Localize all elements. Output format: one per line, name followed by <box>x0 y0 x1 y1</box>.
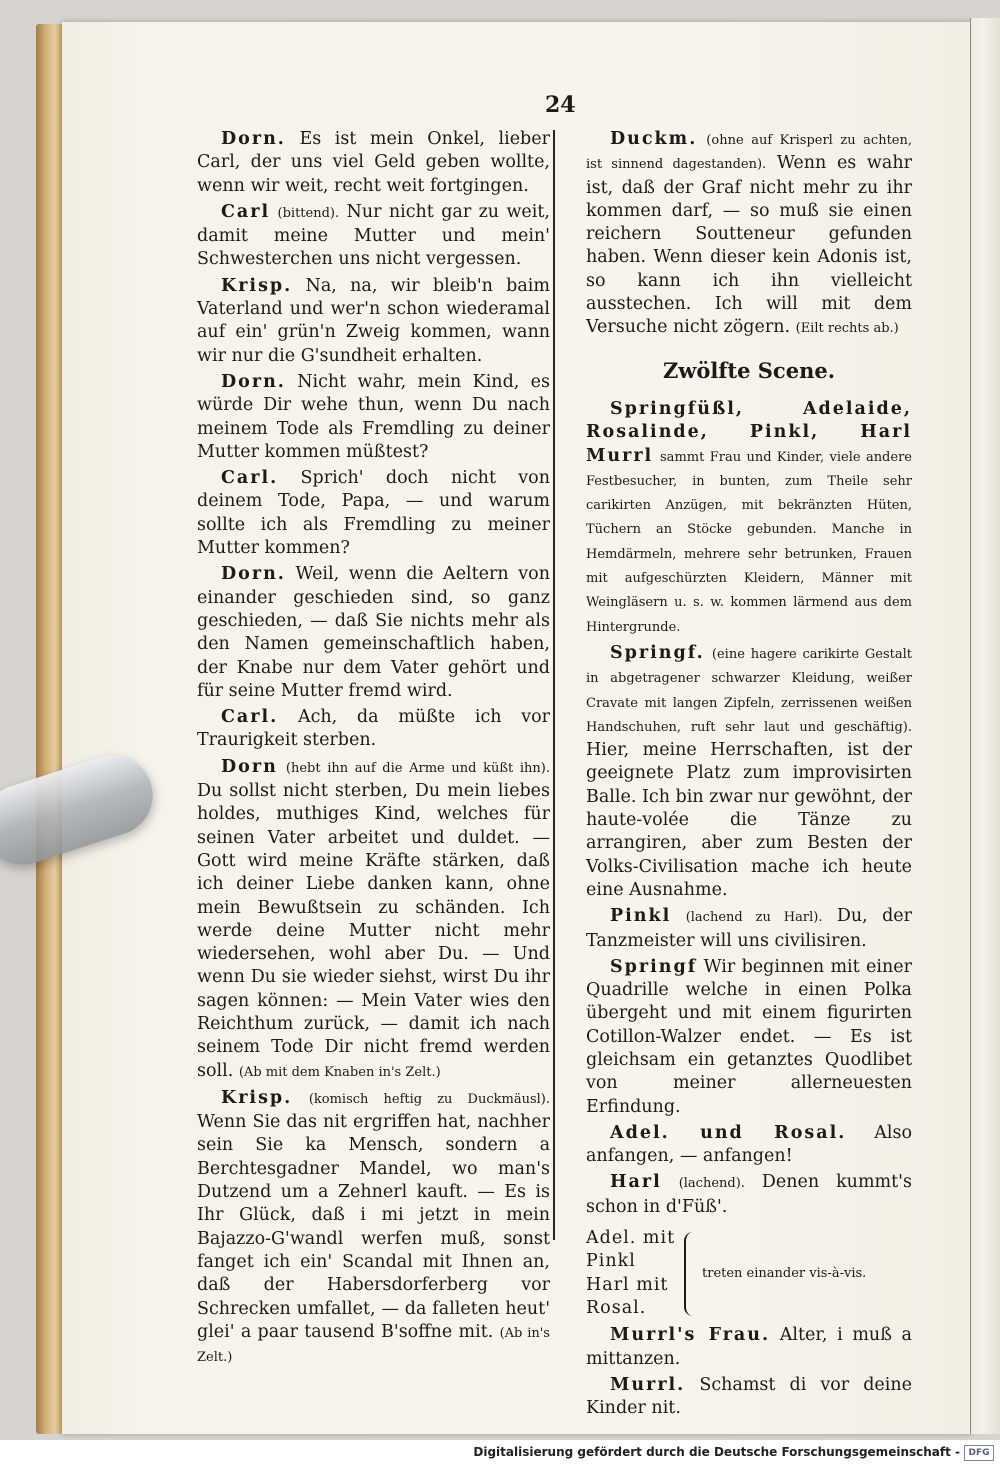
right-column-end <box>586 1324 912 1420</box>
footer-credit: Digitalisierung gefördert durch die Deutsche Forschungsgemeinschaft - <box>473 1445 960 1459</box>
pair-note: treten einander vis-à-vis. <box>702 1266 867 1281</box>
dialogue-paragraph <box>197 275 550 368</box>
speaker-name: Harl <box>610 1172 662 1193</box>
dialogue-paragraph <box>586 1374 912 1421</box>
stage-direction: (Ab mit dem Knaben in's Zelt.) <box>238 1064 441 1080</box>
speaker-name: Dorn. <box>221 129 286 149</box>
dialogue-text: Hier, meine Herrschaften, ist der geeignete Platz zum improvisirten Balle. Ich bin zwar nur gewöhnt, der haute-volée die Tänze zu arrangiren, aber zum Besten der Volks-Civilisation mache ich heute eine Ausnahme. <box>586 740 912 900</box>
speaker-name: Springf <box>610 956 698 977</box>
dialogue-paragraph <box>586 1122 912 1169</box>
right-column-top <box>586 128 912 341</box>
dialogue-paragraph <box>586 905 912 953</box>
dialogue-text: Ach, da müßte ich vor Traurigkeit sterben. <box>197 707 550 751</box>
dialogue-text: Also anfangen, — anfangen! <box>586 1122 912 1167</box>
pair-line: Adel. mit <box>586 1228 676 1249</box>
dialogue-text: Du, der Tanzmeister will uns civilisiren. <box>586 906 912 951</box>
dialogue-paragraph <box>197 128 550 198</box>
speaker-name: Krisp. <box>221 275 293 296</box>
dialogue-paragraph <box>197 706 550 753</box>
dfg-logo: DFG <box>964 1445 994 1461</box>
dialogue-text: Wenn Sie das nit ergriffen hat, nachher sein Sie ka Mensch, sondern a Berchtesgadner Mandel, wo man's Dutzend um a Zehnerl kauft. — Es is Ihr Glück, daß i mi jetzt in mein Bajazzo-G'wandl werfen muß, sonst fanget ich ein' Scandal mit Ihnen an, daß der Habersdorferberg vor Schrecken umfallet, — da falleten heut' glei' a paar tausend B'soffne mit. <box>197 1112 550 1342</box>
speaker-name: Carl <box>221 201 271 222</box>
right-column <box>586 128 912 1423</box>
dialogue-text: Schamst di vor deine Kinder nit. <box>586 1374 912 1419</box>
dance-pairs <box>586 1227 912 1320</box>
dialogue-text: Du sollst nicht sterben, Du mein liebes holdes, muthiges Kind, welches für seinen Vater arbeitet und duldet. — Gott wird meine Kräfte stärken, daß ich deiner Liebe danken kann, ohne mein Bewußtsein zu schänden. Ich werde deine Mutter nicht mehr wiedersehen, wohl aber Du. — Und wenn Du sie wieder siehst, wirst Du ihr sagen können: — Mein Vater wies den Reichthum zurück, — damit ich nach seinem Tode Dir nicht fremd werden soll. <box>197 781 550 1081</box>
dialogue-paragraph <box>197 467 550 560</box>
cast-description: sammt Frau und Kinder, viele andere Festbesucher, in bunten, zum Theile sehr carikirten Anzügen, mit bekränzten Hüten, Tüchern an Stöcke gebunden. Manche in Hemdärmeln, mehrere sehr betrunken, Frauen mit aufgeschürzten Kleidern, Männer mit Weingläsern u. s. w. kommen lärmend aus dem Hintergrunde. <box>586 449 912 635</box>
facing-page-edge <box>970 18 1000 1434</box>
left-column <box>197 128 550 1372</box>
footer-bar <box>0 1440 1000 1465</box>
dialogue-text: Wenn es wahr ist, daß der Graf nicht mehr zu ihr kommen darf, — so muß sie einen reichern Soutteneur gefunden haben. Wenn dieser kein Adonis ist, so kann ich ihn vielleicht ausstechen. Ich will mit dem Versuche nicht zögern. <box>586 153 912 338</box>
stage-direction: (Eilt rechts ab.) <box>795 321 899 337</box>
pair-line: Pinkl <box>586 1251 636 1272</box>
dialogue-paragraph <box>586 128 912 341</box>
speaker-name: Carl. <box>221 468 279 489</box>
speaker-name: Springf. <box>610 642 705 663</box>
speaker-name: Murrl's Frau. <box>610 1325 771 1346</box>
right-column-bottom <box>586 642 912 1219</box>
stage-direction: (komisch heftig zu Duckmäusl). <box>308 1091 550 1107</box>
dialogue-paragraph <box>197 371 550 464</box>
scene-heading: Zwölfte Scene. <box>662 357 836 383</box>
speaker-name: Adel. und Rosal. <box>610 1122 847 1143</box>
stage-direction: (lachend). <box>678 1176 745 1192</box>
speaker-name: Pinkl <box>610 906 672 927</box>
pair-line: Rosal. <box>586 1297 647 1318</box>
speaker-name: Dorn. <box>221 371 286 392</box>
page-number: 24 <box>545 92 576 118</box>
dialogue-text: Wir beginnen mit einer Quadrille welche in einen Polka übergeht und mit einem figurirten Cotillon-Walzer endet. — Es ist gleichsam ein getanztes Quodlibet von meiner allerneuesten Erfindung. <box>586 956 912 1117</box>
dialogue-paragraph <box>197 201 550 272</box>
speaker-name: Carl. <box>221 707 279 728</box>
dialogue-text: Nur nicht gar zu weit, damit meine Mutter und mein' Schwesterchen uns nicht vergessen. <box>197 201 550 270</box>
speaker-name: Dorn <box>221 756 278 777</box>
dialogue-text: Alter, i muß a mittanzen. <box>586 1325 912 1369</box>
cast-names: Springfüßl, Adelaide, Rosalinde, Pinkl, Harl Murrl <box>586 398 912 466</box>
dialogue-paragraph <box>197 563 550 703</box>
dialogue-paragraph <box>586 956 912 1119</box>
stage-direction: (lachend zu Harl). <box>685 910 823 926</box>
pair-names <box>586 1227 684 1320</box>
scene-cast <box>586 398 912 639</box>
stage-direction: (Ab in's Zelt.) <box>197 1325 550 1366</box>
dialogue-text: Nicht wahr, mein Kind, es würde Dir wehe thun, wenn Du nach meinem Tode als Fremdling zu deiner Mutter kommen müßtest? <box>197 371 550 462</box>
stage-direction: (eine hagere carikirte Gestalt in abgetragener schwarzer Kleidung, weißer Cravate mit langen Zipfeln, zerrissenen weißen Handschuhen, ruft sehr laut und geschäftig). <box>586 646 912 735</box>
stage-direction: (bittend). <box>277 205 340 221</box>
dialogue-paragraph <box>586 1171 912 1219</box>
stage-direction: (hebt ihn auf die Arme und küßt ihn). <box>285 760 550 776</box>
dialogue-paragraph <box>586 642 912 902</box>
speaker-name: Duckm. <box>610 129 698 149</box>
dialogue-paragraph <box>197 756 550 1084</box>
dialogue-paragraph <box>586 1324 912 1371</box>
dialogue-text: Es ist mein Onkel, lieber Carl, der uns viel Geld geben wollte, wenn wir weit, recht weit fortgingen. <box>197 129 550 196</box>
dialogue-text: Weil, wenn die Aeltern von einander geschieden sind, so ganz geschieden, — daß Sie nichts mehr als den Namen gemeinschaftlich haben, der Knabe nur dem Vater gehört und für seine Mutter fremd wird. <box>197 564 550 701</box>
pair-brace <box>684 1232 696 1316</box>
dialogue-paragraph <box>197 1087 550 1370</box>
column-divider <box>553 130 555 1240</box>
speaker-name: Krisp. <box>221 1087 293 1108</box>
pair-line: Harl mit <box>586 1274 669 1295</box>
dialogue-text: Na, na, wir bleib'n baim Vaterland und wer'n schon wiederamal auf ein' grün'n Zweig kommen, wann wir nur die G'sundheit erhalten. <box>197 275 550 366</box>
speaker-name: Dorn. <box>221 564 286 585</box>
stage-direction: (ohne auf Krisperl zu achten, ist sinnend dagestanden). <box>586 133 912 173</box>
dialogue-text: Sprich' doch nicht von deinem Tode, Papa, — und warum sollte ich als Fremdling zu meiner Mutter kommen? <box>197 468 550 559</box>
dialogue-text: Denen kummt's schon in d'Füß'. <box>586 1172 912 1217</box>
speaker-name: Murrl. <box>610 1374 686 1395</box>
